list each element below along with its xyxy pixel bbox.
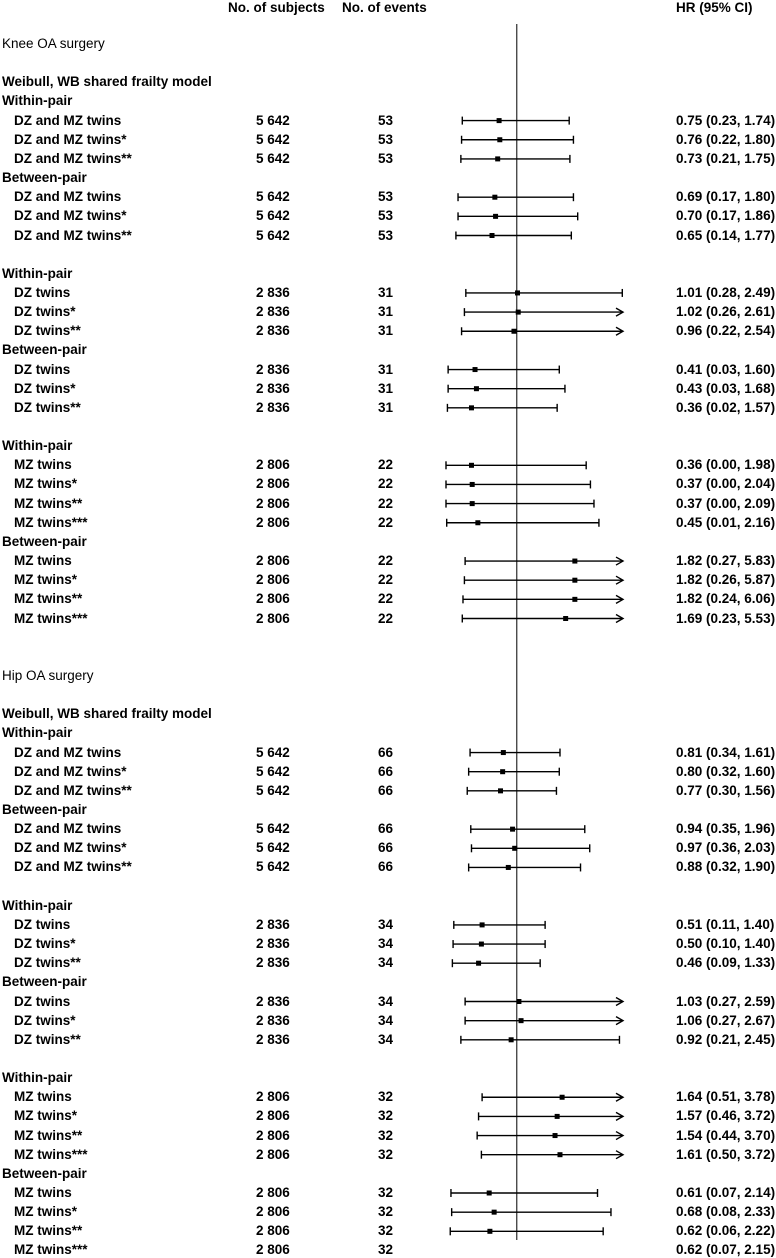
section-heading: Knee OA surgery (2, 36, 105, 51)
row-label: MZ twins*** (14, 1242, 88, 1258)
row-hr-ci: 0.92 (0.21, 2.45) (676, 1031, 776, 1047)
row-label: DZ twins** (14, 955, 81, 971)
row-events: 32 (378, 1089, 394, 1105)
row-label: DZ and MZ twins** (14, 782, 132, 798)
row-subjects: 5 642 (256, 821, 290, 837)
row-subjects: 5 642 (256, 189, 290, 205)
hr-point (469, 405, 474, 410)
row-label: DZ twins** (14, 1031, 81, 1047)
row-subjects: 2 806 (256, 553, 290, 569)
row-hr-ci: 0.62 (0.06, 2.22) (676, 1223, 776, 1239)
hr-point (500, 769, 505, 774)
row-subjects: 5 642 (256, 208, 290, 224)
row-subjects: 2 836 (256, 1031, 290, 1047)
hr-point (509, 1037, 514, 1042)
row-hr-ci: 0.69 (0.17, 1.80) (676, 189, 776, 205)
row-hr-ci: 1.54 (0.44, 3.70) (676, 1127, 776, 1143)
row-hr-ci: 1.82 (0.24, 6.06) (676, 591, 776, 607)
row-events: 32 (378, 1127, 394, 1143)
row-events: 32 (378, 1146, 394, 1162)
hr-point (473, 367, 478, 372)
row-subjects: 5 642 (256, 227, 290, 243)
row-label: DZ twins (14, 916, 71, 932)
row-events: 32 (378, 1242, 394, 1258)
row-events: 53 (378, 208, 394, 224)
row-events: 66 (378, 782, 394, 798)
row-hr-ci: 1.61 (0.50, 3.72) (676, 1146, 776, 1162)
row-events: 31 (378, 323, 394, 339)
hr-point (497, 137, 502, 142)
row-hr-ci: 1.82 (0.27, 5.83) (676, 553, 776, 569)
row-label: MZ twins (14, 457, 72, 473)
row-subjects: 2 806 (256, 1146, 290, 1162)
row-events: 53 (378, 131, 394, 147)
row-hr-ci: 0.41 (0.03, 1.60) (676, 361, 776, 377)
hr-point (506, 865, 511, 870)
row-subjects: 2 806 (256, 476, 290, 492)
row-subjects: 2 806 (256, 591, 290, 607)
row-hr-ci: 0.77 (0.30, 1.56) (676, 782, 776, 798)
row-events: 34 (378, 936, 394, 952)
row-hr-ci: 1.02 (0.26, 2.61) (676, 304, 776, 320)
hr-point (511, 329, 516, 334)
row-hr-ci: 0.80 (0.32, 1.60) (676, 763, 776, 779)
row-hr-ci: 1.03 (0.27, 2.59) (676, 993, 776, 1009)
row-hr-ci: 0.51 (0.11, 1.40) (676, 916, 775, 932)
row-label: DZ and MZ twins** (14, 859, 132, 875)
row-hr-ci: 1.64 (0.51, 3.78) (676, 1089, 776, 1105)
row-label: MZ twins (14, 1185, 72, 1200)
row-subjects: 2 836 (256, 955, 290, 971)
row-label: DZ and MZ twins* (14, 208, 127, 224)
row-subjects: 5 642 (256, 763, 290, 779)
hr-point (515, 290, 520, 295)
hr-point (501, 750, 506, 755)
hr-point (495, 156, 500, 161)
row-hr-ci: 0.65 (0.14, 1.77) (676, 227, 776, 243)
row-label: DZ and MZ twins* (14, 763, 127, 779)
section-heading: Between-pair (2, 974, 87, 990)
row-label: DZ and MZ twins (14, 821, 122, 837)
row-label: DZ twins* (14, 304, 76, 320)
hr-point (475, 520, 480, 525)
hr-point (553, 1133, 558, 1138)
section-heading: Within-pair (2, 265, 73, 281)
row-events: 31 (378, 380, 394, 396)
hr-point (487, 1191, 492, 1196)
row-label: MZ twins* (14, 476, 77, 492)
section-heading: Within-pair (2, 725, 73, 741)
row-label: MZ twins** (14, 1223, 83, 1239)
section-heading: Between-pair (2, 1165, 87, 1181)
row-events: 22 (378, 495, 394, 511)
row-hr-ci: 1.01 (0.28, 2.49) (676, 284, 776, 300)
row-label: DZ twins (14, 284, 71, 300)
hr-point (557, 1152, 562, 1157)
row-subjects: 5 642 (256, 859, 290, 875)
row-hr-ci: 0.68 (0.08, 2.33) (676, 1204, 776, 1220)
row-subjects: 5 642 (256, 840, 290, 856)
hr-point (560, 1095, 565, 1100)
header-events: No. of events (342, 0, 427, 15)
row-events: 66 (378, 763, 394, 779)
hr-point (510, 827, 515, 832)
row-subjects: 2 806 (256, 610, 290, 626)
row-label: DZ and MZ twins* (14, 840, 127, 856)
row-hr-ci: 0.88 (0.32, 1.90) (676, 859, 776, 875)
section-heading: Within-pair (2, 438, 73, 454)
row-label: DZ and MZ twins (14, 112, 122, 128)
row-hr-ci: 0.50 (0.10, 1.40) (676, 936, 776, 952)
row-events: 22 (378, 457, 394, 473)
row-hr-ci: 0.37 (0.00, 2.09) (676, 495, 776, 511)
row-events: 53 (378, 150, 394, 166)
row-subjects: 2 806 (256, 1185, 290, 1200)
row-hr-ci: 0.36 (0.02, 1.57) (676, 399, 776, 415)
hr-point (498, 788, 503, 793)
header-hr: HR (95% CI) (676, 0, 753, 15)
row-label: MZ twins** (14, 495, 83, 511)
row-subjects: 2 806 (256, 1204, 290, 1220)
row-events: 66 (378, 821, 394, 837)
row-subjects: 2 806 (256, 572, 290, 588)
row-hr-ci: 0.43 (0.03, 1.68) (676, 380, 776, 396)
row-label: DZ and MZ twins (14, 189, 122, 205)
row-hr-ci: 1.69 (0.23, 5.53) (676, 610, 776, 626)
row-subjects: 5 642 (256, 112, 290, 128)
row-hr-ci: 0.96 (0.22, 2.54) (676, 323, 776, 339)
row-subjects: 2 806 (256, 1223, 290, 1239)
hr-point (490, 233, 495, 238)
row-subjects: 2 836 (256, 936, 290, 952)
row-events: 66 (378, 744, 394, 760)
row-events: 32 (378, 1223, 394, 1239)
row-events: 66 (378, 859, 394, 875)
row-events: 53 (378, 189, 394, 205)
row-subjects: 2 806 (256, 495, 290, 511)
row-subjects: 2 836 (256, 361, 290, 377)
hr-point (519, 1018, 524, 1023)
row-hr-ci: 0.70 (0.17, 1.86) (676, 208, 776, 224)
row-subjects: 2 806 (256, 1089, 290, 1105)
header-subjects: No. of subjects (228, 0, 325, 15)
row-label: MZ twins* (14, 1204, 77, 1220)
section-heading: Within-pair (2, 1070, 73, 1086)
row-label: DZ twins (14, 993, 71, 1009)
row-label: DZ twins** (14, 323, 81, 339)
section-heading: Within-pair (2, 897, 73, 913)
row-hr-ci: 1.06 (0.27, 2.67) (676, 1012, 776, 1028)
row-events: 34 (378, 955, 394, 971)
hr-point (563, 616, 568, 621)
row-hr-ci: 0.75 (0.23, 1.74) (676, 112, 776, 128)
row-subjects: 5 642 (256, 744, 290, 760)
row-label: DZ twins** (14, 399, 81, 415)
row-events: 34 (378, 993, 394, 1009)
row-events: 22 (378, 572, 394, 588)
row-hr-ci: 0.61 (0.07, 2.14) (676, 1185, 776, 1200)
section-heading: Between-pair (2, 802, 87, 817)
row-subjects: 2 806 (256, 514, 290, 530)
hr-point (470, 482, 475, 487)
row-hr-ci: 1.82 (0.26, 5.87) (676, 572, 776, 588)
row-events: 53 (378, 112, 394, 128)
section-heading: Between-pair (2, 533, 87, 549)
row-subjects: 2 836 (256, 1012, 290, 1028)
row-hr-ci: 0.97 (0.36, 2.03) (676, 840, 776, 856)
section-heading: Hip OA surgery (2, 667, 94, 683)
row-events: 22 (378, 591, 394, 607)
section-heading: Weibull, WB shared frailty model (2, 74, 212, 90)
row-label: DZ twins* (14, 936, 76, 952)
row-events: 34 (378, 1012, 394, 1028)
row-subjects: 2 836 (256, 304, 290, 320)
row-hr-ci: 0.46 (0.09, 1.33) (676, 955, 776, 971)
row-events: 31 (378, 304, 394, 320)
row-label: DZ and MZ twins** (14, 227, 132, 243)
hr-point (572, 578, 577, 583)
row-hr-ci: 0.37 (0.00, 2.04) (676, 476, 776, 492)
row-label: MZ twins*** (14, 514, 88, 530)
row-hr-ci: 0.45 (0.01, 2.16) (676, 514, 776, 530)
row-subjects: 2 836 (256, 380, 290, 396)
row-subjects: 2 836 (256, 284, 290, 300)
hr-point (492, 195, 497, 200)
row-events: 22 (378, 610, 394, 626)
row-label: DZ twins (14, 361, 71, 377)
section-heading: Between-pair (2, 170, 87, 186)
row-events: 32 (378, 1108, 394, 1124)
row-events: 66 (378, 840, 394, 856)
row-hr-ci: 0.76 (0.22, 1.80) (676, 131, 776, 147)
row-events: 22 (378, 553, 394, 569)
row-events: 34 (378, 1031, 394, 1047)
row-label: MZ twins** (14, 1127, 83, 1143)
hr-point (474, 386, 479, 391)
row-hr-ci: 1.57 (0.46, 3.72) (676, 1108, 776, 1124)
row-label: DZ and MZ twins* (14, 131, 127, 147)
row-subjects: 2 836 (256, 916, 290, 932)
hr-point (493, 214, 498, 219)
row-events: 22 (378, 514, 394, 530)
row-events: 22 (378, 476, 394, 492)
hr-point (572, 597, 577, 602)
row-label: DZ and MZ twins (14, 744, 122, 760)
section-heading: Between-pair (2, 342, 87, 358)
row-hr-ci: 0.73 (0.21, 1.75) (676, 150, 776, 166)
row-label: MZ twins*** (14, 1146, 88, 1162)
row-label: MZ twins (14, 553, 72, 569)
row-events: 53 (378, 227, 394, 243)
row-hr-ci: 0.62 (0.07, 2.15) (676, 1242, 776, 1258)
row-label: DZ twins* (14, 380, 76, 396)
section-heading: Weibull, WB shared frailty model (2, 706, 212, 722)
hr-point (469, 463, 474, 468)
row-events: 31 (378, 399, 394, 415)
row-label: MZ twins* (14, 572, 77, 588)
row-subjects: 2 806 (256, 1127, 290, 1143)
row-hr-ci: 0.81 (0.34, 1.61) (676, 744, 776, 760)
hr-point (492, 1210, 497, 1215)
row-events: 31 (378, 361, 394, 377)
row-events: 34 (378, 916, 394, 932)
hr-point (555, 1114, 560, 1119)
row-subjects: 2 836 (256, 323, 290, 339)
hr-point (572, 559, 577, 564)
row-subjects: 2 806 (256, 1242, 290, 1258)
row-label: MZ twins** (14, 591, 83, 607)
row-subjects: 2 836 (256, 993, 290, 1009)
hr-point (479, 942, 484, 947)
row-events: 32 (378, 1185, 394, 1200)
section-heading: Within-pair (2, 93, 73, 109)
row-subjects: 5 642 (256, 782, 290, 798)
hr-point (476, 961, 481, 966)
hr-point (497, 118, 502, 123)
row-hr-ci: 0.36 (0.00, 1.98) (676, 457, 776, 473)
hr-point (480, 922, 485, 927)
hr-point (470, 501, 475, 506)
row-subjects: 2 836 (256, 399, 290, 415)
row-label: MZ twins* (14, 1108, 77, 1124)
row-events: 32 (378, 1204, 394, 1220)
row-label: DZ and MZ twins** (14, 150, 132, 166)
row-subjects: 2 806 (256, 457, 290, 473)
row-events: 31 (378, 284, 394, 300)
row-subjects: 5 642 (256, 150, 290, 166)
hr-point (487, 1229, 492, 1234)
row-hr-ci: 0.94 (0.35, 1.96) (676, 821, 776, 837)
row-label: DZ twins* (14, 1012, 76, 1028)
row-subjects: 5 642 (256, 131, 290, 147)
row-label: MZ twins (14, 1089, 72, 1105)
row-subjects: 2 806 (256, 1108, 290, 1124)
row-label: MZ twins*** (14, 610, 88, 626)
